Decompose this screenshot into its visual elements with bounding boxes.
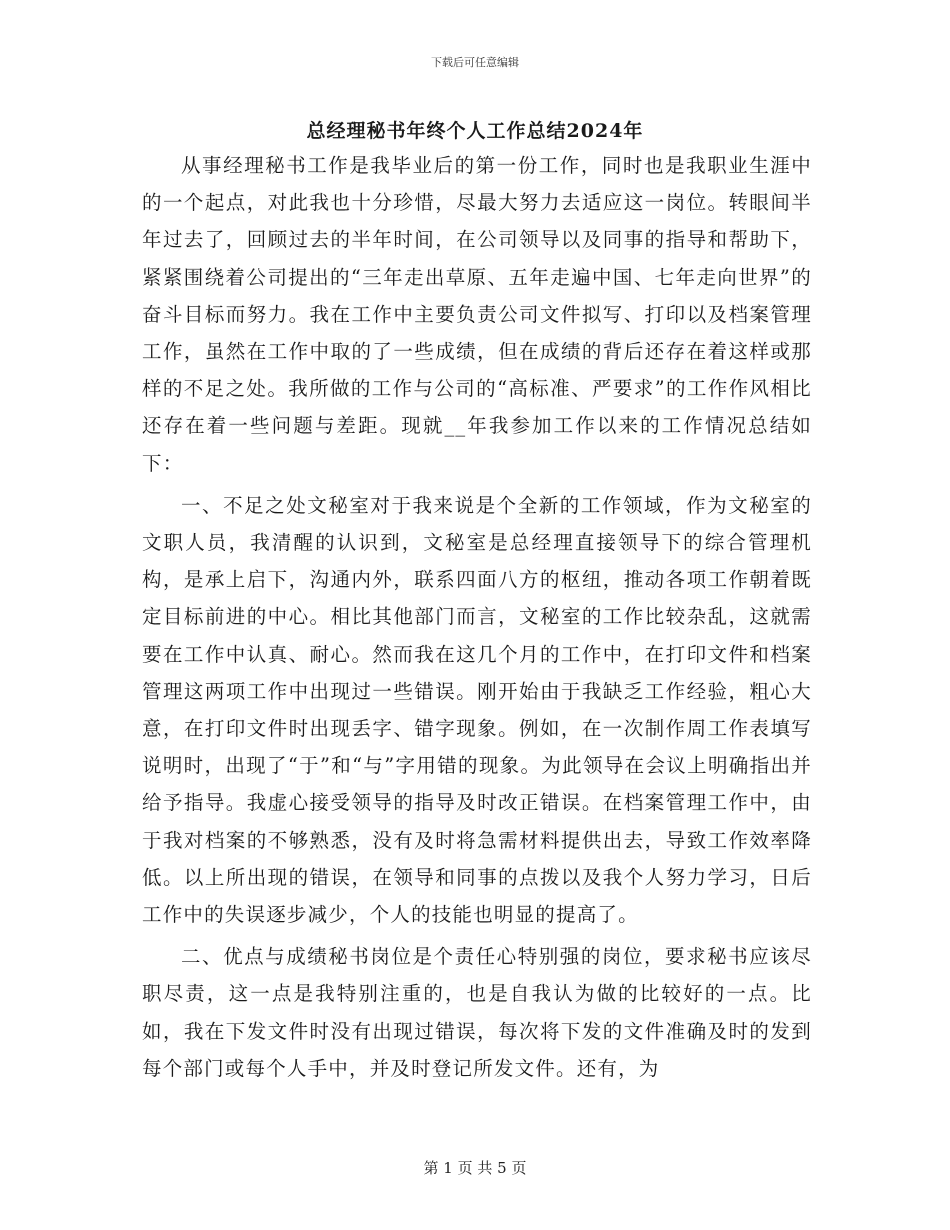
paragraph-intro: 从事经理秘书工作是我毕业后的第一份工作，同时也是我职业生涯中的一个起点，对此我也十分珍惜，尽最大努力去适应这一岗位。转眼间半年过去了，回顾过去的半年时间，在公司领导以及同事的指导和帮助下，紧紧围绕着公司提出的“三年走出草原、五年走遍中国、七年走向世界”的奋斗目标而努力。我在工作中主要负责公司文件拟写、打印以及档案管理工作，虽然在工作中取的了一些成绩，但在成绩的背后还存在着这样或那样的不足之处。我所做的工作与公司的“高标准、严要求”的工作作风相比还存在着一些问题与差距。现就__年我参加工作以来的工作情况总结如下： bbox=[142, 154, 812, 475]
page-header-note: 下载后可任意编辑 bbox=[431, 56, 519, 69]
paragraph-shortcomings: 一、不足之处文秘室对于我来说是个全新的工作领域，作为文秘室的文职人员，我清醒的认识到，文秘室是总经理直接领导下的综合管理机构，是承上启下，沟通内外，联系四面八方的枢纽，推动各项工作朝着既定目标前进的中心。相比其他部门而言，文秘室的工作比较杂乱，这就需要在工作中认真、耐心。然而我在这几个月的工作中，在打印文件和档案管理这两项工作中出现过一些错误。刚开始由于我缺乏工作经验，粗心大意，在打印文件时出现丢字、错字现象。例如，在一次制作周工作表填写说明时，出现了“于”和“与”字用错的现象。为此领导在会议上明确指出并给予指导。我虚心接受领导的指导及时改正错误。在档案管理工作中，由于我对档案的不够熟悉，没有及时将急需材料提供出去，导致工作效率降低。以上所出现的错误，在领导和同事的点拨以及我个人努力学习，日后工作中的失误逐步减少，个人的技能也明显的提高了。 bbox=[142, 493, 812, 927]
document-title: 总经理秘书年终个人工作总结2024年 bbox=[306, 120, 644, 142]
paragraph-strengths: 二、优点与成绩秘书岗位是个责任心特别强的岗位，要求秘书应该尽职尽责，这一点是我特别注重的，也是自我认为做的比较好的一点。比如，我在下发文件时没有出现过错误，每次将下发的文件准确及时的发到每个部门或每个人手中，并及时登记所发文件。还有，为 bbox=[142, 945, 812, 1080]
page-number: 第 1 页 共 5 页 bbox=[423, 1159, 527, 1177]
document-body bbox=[142, 147, 812, 1092]
